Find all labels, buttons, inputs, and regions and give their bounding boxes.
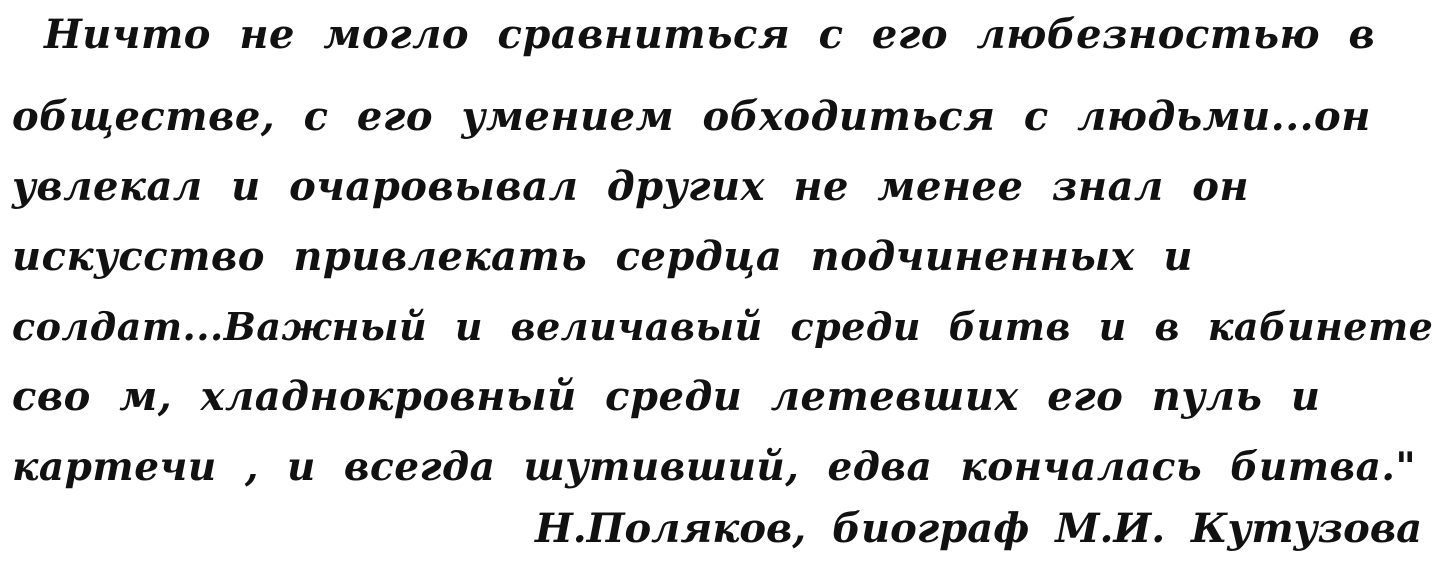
quote-line-3: увлекал и очаровывал других не менее знал он xyxy=(12,163,1250,210)
quote-line-6: сво м, хладнокровный среди летевших его пуль и xyxy=(12,373,1321,420)
quote-line-2: обществе, с его умением обходиться с людьми...он xyxy=(12,93,1371,140)
quote-line-4: искусство привлекать сердца подчиненных и xyxy=(12,233,1193,280)
quote-line-7: картечи , и всегда шутивший, едва кончалась битва." xyxy=(12,444,1417,490)
quote-attribution: Н.Поляков, биограф М.И. Кутузова xyxy=(534,505,1422,552)
quote-line-5: солдат...Важный и величавый среди битв и в кабинете xyxy=(12,304,1434,349)
quote-line-1: Ничто не могло сравниться с его любезностью в xyxy=(44,11,1376,58)
